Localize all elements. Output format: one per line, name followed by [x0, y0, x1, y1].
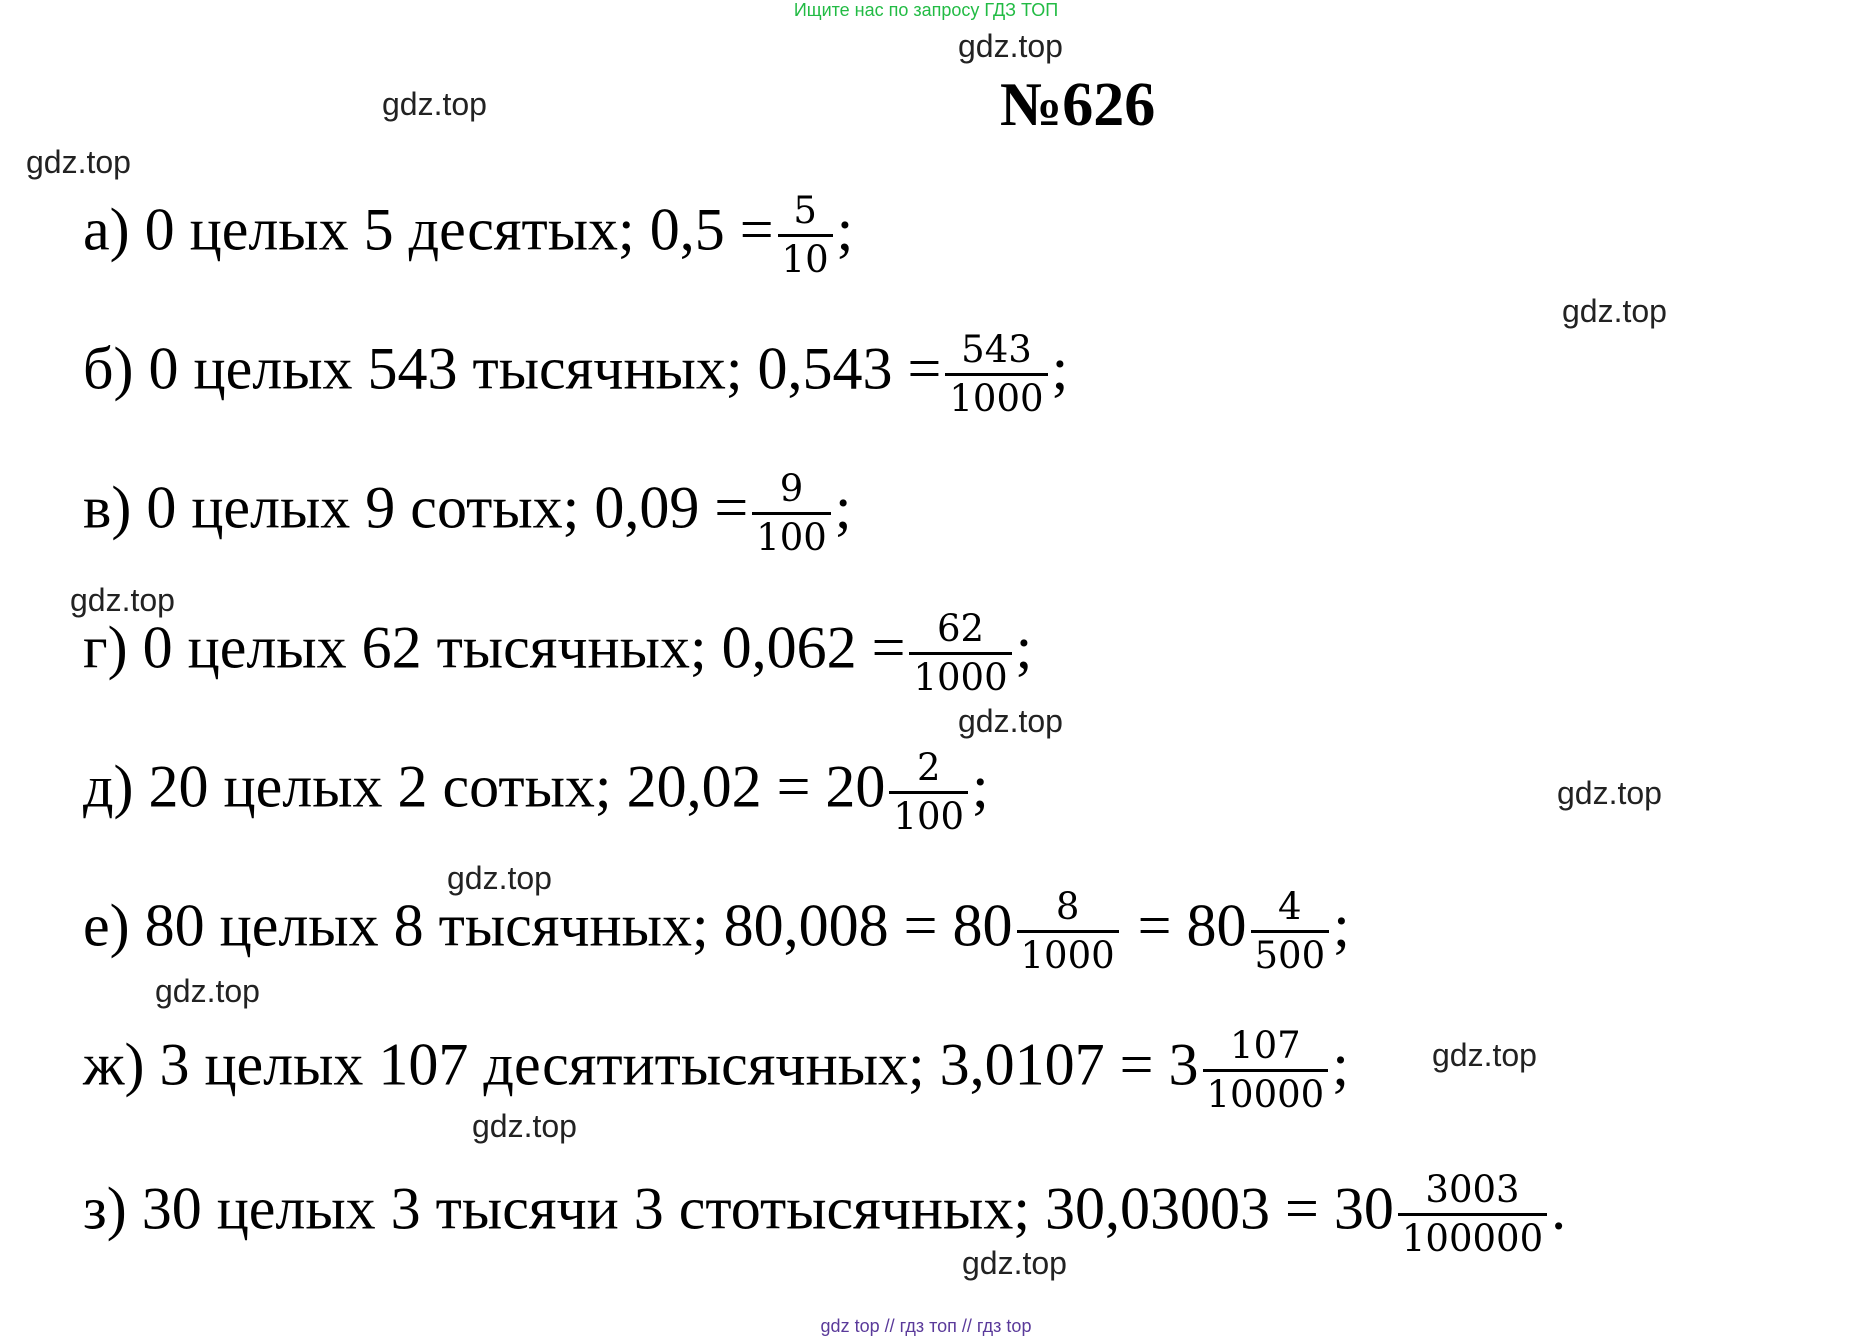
item-words: 0 целых 62 тысячных;: [142, 614, 707, 681]
watermark: gdz.top: [447, 860, 552, 896]
numerator: 62: [937, 607, 985, 650]
line-end: ;: [1333, 892, 1350, 959]
watermark: gdz.top: [472, 1108, 577, 1144]
item-label: з): [83, 1175, 127, 1242]
fraction: [1398, 1167, 1547, 1263]
answer-line-d: [83, 745, 989, 841]
numerator: 2: [916, 746, 941, 789]
watermark: gdz.top: [26, 144, 131, 180]
numerator: 4: [1278, 885, 1302, 928]
line-end: .: [1551, 1175, 1567, 1242]
item-expression: 20,02 = 20: [626, 753, 886, 820]
fraction: [1017, 884, 1119, 980]
denominator: 100000: [1398, 1213, 1547, 1262]
fraction: [909, 606, 1011, 702]
denominator: 100: [752, 512, 831, 561]
fraction: [752, 466, 831, 562]
answer-line-v: [83, 466, 852, 562]
item-words: 20 целых 2 сотых;: [148, 753, 612, 820]
item-label: е): [83, 892, 130, 959]
item-expression: 30,03003 = 30: [1045, 1175, 1394, 1242]
fraction: [945, 327, 1047, 423]
watermark: gdz.top: [1432, 1037, 1537, 1073]
item-words: 30 целых 3 тысячи 3 стотысячных;: [141, 1175, 1031, 1242]
watermark: gdz.top: [70, 582, 175, 618]
item-label: г): [83, 614, 128, 681]
denominator: 1000: [1017, 930, 1119, 979]
answer-line-zh: [83, 1023, 1349, 1119]
answer-line-z: [83, 1167, 1566, 1263]
denominator: 10: [778, 234, 833, 283]
line-end: ;: [836, 196, 854, 263]
watermark: gdz.top: [958, 28, 1063, 64]
footer-links[interactable]: gdz top // гдз топ // гдз top: [820, 1316, 1032, 1336]
fraction: [778, 188, 833, 284]
line-end: ;: [1332, 1031, 1349, 1098]
watermark: gdz.top: [382, 86, 487, 122]
numerator: 107: [1230, 1024, 1301, 1067]
item-label: в): [83, 474, 132, 541]
watermark: gdz.top: [962, 1245, 1067, 1281]
top-banner[interactable]: Ищите нас по запросу ГДЗ ТОП: [793, 0, 1059, 20]
item-expression: 0,062 =: [721, 614, 906, 681]
denominator: 1000: [945, 373, 1047, 422]
denominator: 10000: [1203, 1069, 1329, 1118]
answer-line-a: [83, 188, 853, 284]
line-end: ;: [1015, 614, 1033, 681]
numerator: 3003: [1425, 1168, 1520, 1211]
watermark: gdz.top: [155, 973, 260, 1009]
denominator: 500: [1251, 930, 1330, 979]
problem-number: №626: [1000, 71, 1156, 139]
answer-line-g: [83, 606, 1032, 702]
answer-line-b: [83, 327, 1068, 423]
watermark: gdz.top: [1562, 293, 1667, 329]
numerator: 543: [961, 328, 1032, 371]
item-expression-2: = 80: [1137, 892, 1247, 959]
item-expression: 80,008 = 80: [723, 892, 1013, 959]
watermark: gdz.top: [1557, 775, 1662, 811]
line-end: ;: [1051, 335, 1069, 402]
numerator: 8: [1055, 885, 1080, 928]
item-words: 0 целых 9 сотых;: [146, 474, 580, 541]
item-expression: 0,543 =: [757, 335, 942, 402]
item-expression: 0,5 =: [649, 196, 774, 263]
line-end: ;: [972, 753, 989, 820]
item-label: ж): [83, 1031, 145, 1098]
numerator: 9: [779, 467, 804, 510]
line-end: ;: [834, 474, 852, 541]
numerator: 5: [793, 189, 817, 232]
answer-line-e: [83, 884, 1350, 980]
denominator: 100: [889, 791, 968, 840]
item-words: 3 целых 107 десятитысячных;: [159, 1031, 925, 1098]
item-expression: 0,09 =: [594, 474, 749, 541]
item-label: д): [83, 753, 134, 820]
fraction: [889, 745, 968, 841]
item-expression: 3,0107 = 3: [939, 1031, 1199, 1098]
denominator: 1000: [909, 652, 1011, 701]
fraction: [1203, 1023, 1329, 1119]
item-words: 0 целых 543 тысячных;: [148, 335, 743, 402]
item-words: 80 целых 8 тысячных;: [144, 892, 709, 959]
item-words: 0 целых 5 десятых;: [144, 196, 635, 263]
item-label: а): [83, 196, 130, 263]
watermark: gdz.top: [958, 703, 1063, 739]
item-label: б): [83, 335, 134, 402]
fraction: [1251, 884, 1330, 980]
